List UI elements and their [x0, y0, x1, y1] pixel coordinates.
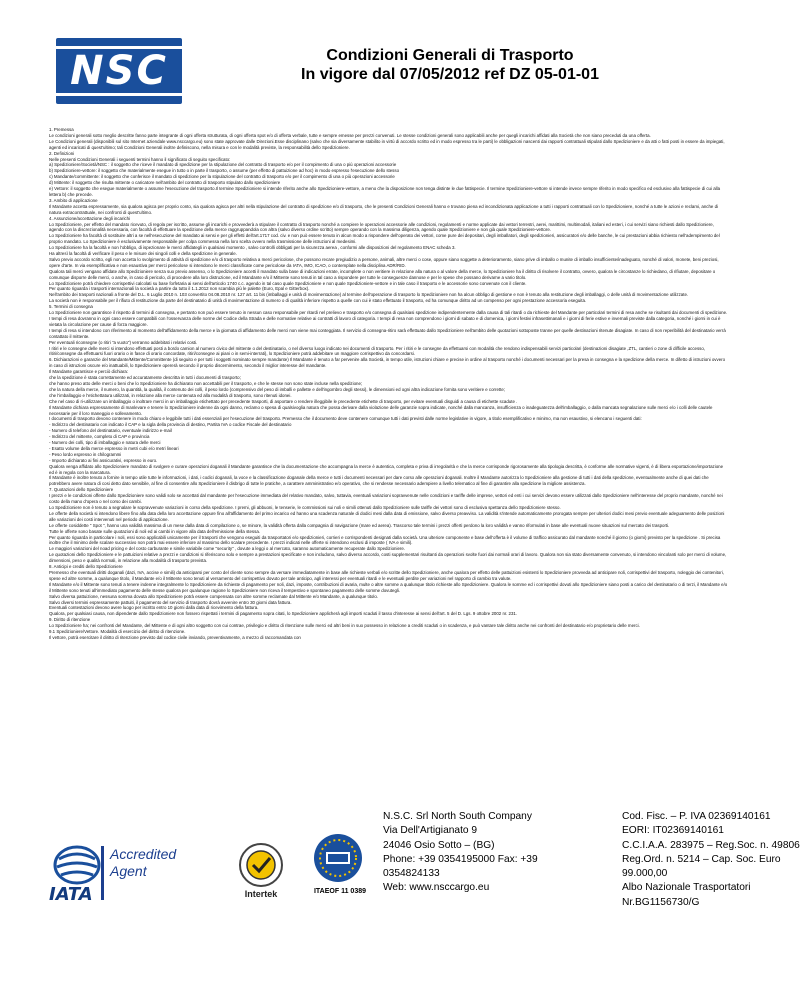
intertek-label: Intertek — [244, 889, 278, 899]
terms-paragraph: - Importo dichiarato ai fini assicurativi, espresso in euro. — [49, 457, 158, 463]
accredited-agent-label: Accredited Agent — [110, 846, 177, 879]
terms-paragraph: Che nel caso di ri-utilizzare un imballaggio o inoltrare merci in un imballaggio etichettato per precedente trasporti, di asportare o rendere illeggibile le precedente etichette di trasporto, per evitare eventuali disguidi a causa di etichette scadute . — [49, 398, 518, 404]
company-registration — [622, 810, 800, 910]
terms-paragraph: - Numero di telefono del destinatario, eventuale indirizzo e-mail — [49, 428, 172, 434]
terms-paragraph: 5. Termini di consegna — [49, 304, 93, 310]
terms-paragraph: 7. Quotazioni dello Spedizioniere — [49, 487, 114, 493]
terms-paragraph: Salvo diversi termini espressamente pattuiti, il pagamento del servizio di trasporto dovrà avvenire entro 30 giorni data fattura. — [49, 599, 292, 605]
document-title: Condizioni Generali di Trasporto — [326, 47, 574, 64]
terms-paragraph: e) Vettore: il soggetto che esegue materialmente o assume l'esecuzione del trasporto.Il termine Spedizioniere si intende riferito anche allo Spedizioniere-vettore, a meno che la disposizione non tenga distinte le due fattispecie. Il termine Spedizioniere-vettore si intende invece sempre riferito in modo specifico ed esclusivo alla fattispecie di cui alla lettera b) che precede. — [49, 186, 721, 197]
logo-text: NSC — [70, 48, 168, 94]
terms-paragraph: I prezzi e le condizioni offerte dallo Spedizioniere sono validi solo se accettati dal mandante per l'esecuzione immediata del relativo mandato, salvo, tuttavia, eventuali variazioni sopravvenute nelle condizioni e tariffe delle imprese, vettori ed enti i cui servizi devono essere utilizzati dallo Spedizioniere nell'interesse del proprio mandante, nonché nei costo della mano d'opera o nel corso dei cambi. — [49, 493, 723, 505]
terms-paragraph: - Esatto volume della merce espresso in metri cubi e/o metri lineari — [49, 445, 179, 451]
terms-paragraph: 6. Dichiarazioni e garanzie del Mandante/Mittente/Committente (di seguito e per tutti i soggetti nominato sempre mandante) Il Mandante è tenuto a far pervenire alla Società, in tempo utile, istruzioni chiare e precise in ordine al trasporto nonché i documenti necessari per la presa in consegna e la spedizione della merce. In difetto di istruzioni ovvero in caso di istruzioni oscure e/o inattuabili, lo Spedizioniere opererà secondo il proprio discernimento, secondo il miglior interesse del mandante. — [49, 357, 726, 369]
nsc-logo — [56, 38, 182, 104]
terms-paragraph: Lo Spedizioniere potrà chiedere corrispettivi calcolati su base forfetaria ai sensi dell'articolo 1740 c.c. agendo in tal caso quale Spedizioniere e non quale Spedizioniere-vettore e in tale caso il trasporto e le accessorie sono convenute con il cliente. — [49, 280, 527, 286]
terms-paragraph: Ha altresì la facoltà di verificare il peso e le misure dei singoli colli e della spedizione in generale. — [49, 251, 237, 257]
address-line: 0354824133 — [383, 868, 440, 880]
terms-paragraph: I tempi di resa dovranno in ogni caso essere compatibili con l'osservanza delle norme del Codice della Strada e delle normative relative ai contratti di lavoro di categoria. I tempi di resa non comprendono i giorni di sabato e di domenica, i giorni festivi infrasettimanali e i giorni di ferie estive e invernali previste dalla categoria, nonché i giorni in cui è vietata la circolazione per cause di forza maggiore. — [49, 316, 721, 327]
terms-paragraph: Le offerte della società si intendono libere fino alla data della loro accettazione oppure fino all'affidamento del primo incarico ed hanno una scadenza naturale di dodici mesi dalla data di emissione, salvo diverso preavviso. La validità s'intende automaticamente prorogata sempre per ulteriori dodici mesi previo eventuale adeguamento delle posizioni alle variazioni dei costi intervenuti nel periodo di applicazione. — [49, 510, 725, 522]
iata-label: IATA — [49, 884, 93, 905]
terms-paragraph: b) Spedizioniere-vettore: il soggetto che materialmente esegue in tutto o in parte il trasporto, o assume (per effetto di pattuizione ad hoc) in modo espresso l'esecuzione dello stesso — [49, 168, 400, 174]
terms-paragraph: Lo Spedizioniere non è tenuto a segnalare le sopravvenute variazioni in corso della spedizione. I premi, gli abbuoni, le tenserie, le commissioni sui noli e simili ottenuti dallo Spedizioniere sulle tariffe dei vettori sono di esclusiva spettanza dello Spedizioniere stesso. — [49, 505, 561, 510]
terms-paragraph: - Peso lordo espresso in chilogrammi — [49, 451, 122, 457]
terms-paragraph: Salvo previo accordo scritto, egli non accetta lo svolgimento di attività di spedizione e/o di trasporto relativa a merci pericolose, che possono recare pregiudizio a persone, animali, altre merci o cose, oppure siano soggette a deterioramento, siano prive di imballo o munite di imballo insufficiente/inadeguato, nonché di valori, monete, beni preziosi, opere d'arte. In via esemplificativa e non esaustiva per merci pericolose si intendono le merci classificate come pericolose da IATA, IMO, ICAO, o contemplate nella disciplina ADR/RID. — [49, 256, 719, 268]
terms-paragraph: I documenti di trasporto devono contenere in modo chiaro e leggibile tutti i dati essenziali per l'esecuzione del trasporto. Premesso che il documento deve contenere comunque tutti i dati previsti dalle norme legislative in vigore, a titolo esemplificativo e minimo, ma non esaustivo, si elencano i seguenti dati: — [49, 416, 642, 422]
terms-paragraph: Eventuali contestazioni devono avere luogo per iscritto entro 10 giorni dalla data di ricevimento della fattura. — [49, 605, 259, 611]
terms-paragraph: d) Mittente: il soggetto che risulta mittente o caricatore nell'ambito del contratto di trasporto stipulato dallo spedizioniere — [49, 180, 281, 186]
terms-paragraph: a) Spedizioniere/Società/NSC : il soggetto che riceve il mandato di spedizione per la stipulazione del contratto di trasporto e/o per il compimento di una o più operazioni accessorie — [49, 162, 397, 168]
divider — [101, 846, 104, 900]
document-header — [0, 0, 768, 125]
company-line: Cod. Fisc. – P. IVA 02369140161 — [622, 811, 771, 822]
terms-paragraph: Qualora, per qualsiasi causa, non dipendente dallo Spedizioniere non fossero rispettati i termini di pagamento sopra citati, lo Spedizioniere applicherà agli importi scaduti il tasso d'interesse ai sensi dell'art. 5 del D. Lgs. 9 ottobre 2002 nr. 231. — [49, 611, 518, 617]
terms-paragraph: Qualora venga affidato allo Spedizioniere mandato di svolgere e curare operazioni doganali il Mandante garantisce che la documentazione che accompagna la merce è autentica, completa e priva di irregolarità e che la merce corrisponde rigorosamente alla tipologia descritta, è conforme alle normative vigenti, è di libera esportazione/importazione ed è in regola con la marcatura. — [49, 463, 724, 475]
terms-paragraph: che hanno preso atto delle merci o beni che lo Spedizioniere ha dichiarato non accettabili per il trasporto, e che le stesse non sono state incluse nella spedizione; — [49, 380, 363, 386]
terms-paragraph: - Indirizzo del mittente, completo di CAP e provincia — [49, 434, 150, 440]
company-line: Nr.BG1156730/G — [622, 896, 700, 908]
company-line: EORI: IT02369140161 — [622, 825, 724, 837]
terms-paragraph: Lo Spedizioniere non garantisce il rispetto di termini di consegna, e pertanto non può essere tenuto in nessun caso responsabile per ritardi nel prelievo e trasporto e/o consegna di qualsiasi spedizione indipendentemente dalla causa di tali ritardi o da richieste del Mandante per particolari termini di resa anche se risultanti dai documenti di spedizione. — [49, 310, 728, 316]
terms-paragraph: che la spedizione è stata correttamente ed accuratamente descritta in tutti i documenti di trasporto; — [49, 375, 241, 381]
terms-paragraph: Le condizioni generali sotto meglio descritte fanno parte integrante di ogni offerta strutturata, di ogni offerta spot e/o di offerta verbale, tutte e sempre emesse per prezzi convenuti. Le stesse condizioni generali sono applicabili anche per quegli incarichi affidati alla Società che non siano preceduti da una offerta. — [49, 132, 651, 138]
terms-paragraph: - Numero dei colli, tipo di imballaggio e natura delle merci — [49, 440, 161, 446]
company-line: C.C.I.A.A. 283975 – Reg.Soc. n. 49806 — [622, 839, 800, 851]
terms-paragraph: I tempi di resa si intendono con riferimento al momento dell'affidamento della merce e la giornata di affidamento delle merci non viene mai conteggiata. Il servizio di consegna-ritiro sarà effettuato dallo Spedizioniere nell'ambito delle quotazioni sottoposte tranne per quelle destinazioni ritenute disagiate. In caso di non reperibilità del destinatario verrà contattato il mittente. — [49, 327, 726, 339]
terms-paragraph: Le Condizioni generali (disponibili sul sito Internet aziendale www.nsccargo.eu) sono state approvate dalle Direzioni.Esse disciplinano (salvo che sia diversamente stabilito in virtù di accordo scritto ed in modo espresso tra le parti) le obbligazioni nascenti dai rapporti contrattuali stipulati dallo Spedizioniere e da atti o fatti posti in essere da impiegati, agenti ed incaricati di quest'ultimo; tali Condizioni Generali inoltre definiscono, nella misura e con le modalità previste, la responsabilità dello Spedizioniere. — [49, 138, 725, 150]
terms-paragraph: Nell'ambito dei trasporti nazionali a fronte del D.L. 6 Luglio 2010 n. 103 convertito 04.08.2010 nr. 127 art. 11 bis (imballaggi e unità di movimentazione) al termine dell'operazione di trasporto lo Spedizioniere non ha alcun obbligo di gestione e non è tenuto alla restituzione degli imballaggi, o delle unità di movimentazione utilizzate. — [49, 292, 689, 298]
terms-paragraph: Lo Spedizioniere ha la facoltà e non l'obbligo, di ispezionare le merci affidategli in qualsiasi momento , salvo controlli obbligati per la sicurezza aerea , conformi alle disposizioni del regolamento ENAC scheda 3. — [49, 245, 456, 251]
terms-paragraph: Per eventuali riconsegne (o ritiri "a vuoto") verranno addebitati i relativi costi. — [49, 339, 198, 345]
terms-paragraph: che l'imballaggio e l'etichettatura utilizzati, in relazione alla merce contenuta ed alla modalità di trasporto, sono ritenuti idonei. — [49, 392, 292, 398]
terms-body — [49, 127, 729, 799]
terms-paragraph: Nelle presenti Condizioni Generali i seguenti termini hanno il significato di seguito specificato: — [49, 156, 231, 162]
terms-paragraph: Il Mandante è inoltre tenuto a fornire in tempo utile tutte le informazioni, i dati, i codici doganali, la voce e la classificazione doganale della merce e tutti i documenti necessari per dare corso alle operazioni doganali. Inoltre il Mandante autorizza lo Spedizioniere alla gestione di tutti i dati della spedizione, eventualmente anche di quei dati che potrebbero avere natura di cosi detto dato sensibile, al fine di consentire allo Spedizioniere il disbrigo di tutte le pratiche, a carattere amministrativo e/o operativo, che si rendesse necessario adempiere a livello telematico al fine di garantire alla spedizione la migliore assistenza. — [49, 475, 709, 487]
terms-paragraph: Salvo diversa pattuizione, nessuna somma dovuta allo Spedizioniere potrà essere compensata con altre somme reclamate dal Mittente e/o Mandante, a qualunque titolo. — [49, 593, 378, 599]
terms-paragraph: Per quanto riguarda in particolare i noli, essi sono applicabili unicamente per il trasporti che vengono eseguiti da trasportatori e/o spedizionieri, corrieri e corrispondenti designati dalla società. Una ulteriore componente e base dell'offerta è il volume di traffico assicurato dal mandante nonché il giorno (o giorni) previsto per la spedizione . Si precisa inoltre che il minimo delle scalare successivo non potrà mai essere inferiore al massimo dello scalare precedente. I prezzi indicati nelle offerte si intendono esclusi di imposte ( IVA e simili). — [49, 534, 721, 546]
terms-paragraph: Il Mandante garantisce e perciò dichiara: — [49, 369, 129, 375]
terms-paragraph: Il Mandante dichiara espressamente di manlevare e tenere lo Spedizioniere indenne da ogni danno, reclamo o spesa di qualsivoglia natura che possa derivare dalla violazione delle garanzie sopra indicate, nonché dalla mancanza, insufficienza o inadeguatezza dell'imballaggio, o dalla mancata segnalazione sulle merci e/o i colli delle cautele necessarie per il loro maneggio e sollevamento. — [49, 404, 713, 416]
terms-paragraph: Il Mandante accetta espressamente, sia qualora agisca per proprio conto, sia qualora agisca per altri nella stipulazione del contratto di spedizione e/o di trasporto, che le presenti Condizioni Generali hanno e trovano piena ed incondizionata applicazione a tutti i rapporti contrattuali con lo Spedizioniere, nonché a tutte le azioni e reclami, anche di natura extracontrattuale, nei confronti di quest'ultimo. — [49, 203, 719, 215]
company-line: Albo Nazionale Trasportatori — [622, 882, 751, 894]
terms-paragraph: 2. Definizioni — [49, 150, 75, 156]
iata-globe-icon — [53, 845, 101, 885]
company-address — [383, 810, 613, 896]
terms-paragraph: 9. Diritto di ritenzione — [49, 617, 91, 623]
document-subtitle: In vigore dal 07/05/2012 ref DZ 05-01-01 — [301, 66, 599, 83]
terms-paragraph: 1. Premessa — [49, 127, 74, 132]
terms-paragraph: che la natura della merce, il numero, la quantità, la qualità, il contenuto dei colli, il peso lordo (comprensivo del peso di imballi e pallette e dell'ingombro degli stessi), le dimensioni ed ogni altra indicazione fornita sono veritiere e corrette; — [49, 386, 506, 392]
address-line: Web: www.nsccargo.eu — [383, 882, 490, 894]
terms-paragraph: Lo Spedizioniere ha facoltà di sostituire altri a se nell'esecuzione del mandato ai sensi e per gli effetti dell'art.1717 cod. civ. e non può essere tenuto in alcun modo a rispondere dell'operato dei vettori, come pure dei depositari, degli imballatori, degli spedizionieri, assicuratori e/o delle banche, le cui prestazioni abbia richiesto nell'adempimento del proprio mandato. Lo Spedizioniere è esclusivamente responsabile per colpa commessa nella loro scelta ovvero nella trasmissione delle istruzioni al medesimi. — [49, 233, 720, 245]
terms-paragraph: Le maggiori variazioni del noad pricing e del costo carburante e simile variabile come "security" , dovute a leggi o al mercato, saranno automaticamente recuperate dallo Spedizioniere. — [49, 546, 406, 552]
terms-paragraph: Per quanto riguarda i trasporti internazionali la società a partire da tutto il 1.1.2012 non scambia più le palette (Euro, Epal e Gitterbox). — [49, 286, 310, 292]
terms-paragraph: Qualora tali merci vengano affidate allo Spedizioniere senza suo previo assenso, o lo Spedizioniere accetti il mandato sulla base di indicazioni errate, incomplete o non veritiere in relazione alla natura o al valore della merce, lo Spedizioniere ha il diritto di risolvere il contratto, ovvero, qualora le circostanze lo richiedano, di rifiutare, depositare o comunque disporre delle merci, o anche, in caso di pericolo, di procedere alla loro distruzione, ed il Mandante e/o il Mittente sono tenuti in tal caso a rispondere per tutte le conseguenze dannose e per le spese che possano derivarne a vario titolo. — [49, 268, 716, 280]
terms-paragraph: Le offerte cosiddette " Spot ", hanno una validità massima di un mese dalla data di compilazione o, se minore, la validità offerta dalla compagnia di navigazione (mare ed aerea). Trascorso tale termini i prezzi offerti perdono la loro validità e vanno riformulati in base alle eventuali nuove situazioni sul mercato dei trasporti. — [49, 522, 670, 528]
address-line: 24046 Osio Sotto – (BG) — [383, 839, 495, 851]
terms-paragraph: c) Mandante/committente: il soggetto che conferisce il mandato di spedizione per la stipulazione del contratto di trasporto e/o per il compimento di una o più operazioni accessorie — [49, 174, 395, 180]
terms-paragraph: Le quotazioni dello Spedizioniere e le pattuizioni relative a prezzi e condizioni si riferiscono solo e sempre a prestazioni specificate e non includono, salvo diverso accordo, costi supplementari risultanti da operazioni svolte fuori dai normali orari di lavoro. Qualora non sia stato diversamente convenuto, si intendono vincolanti solo per merci di volume, dimensioni, peso e qualità normali, in relazione alla modalità di trasporto prevista. — [49, 552, 727, 564]
aeo-certificate-number: ITAEOF 11 0389 — [313, 888, 366, 895]
address-line: Phone: +39 0354195000 Fax: +39 — [383, 853, 538, 865]
terms-paragraph: - Indirizzo del destinatario con indicato il CAP e la sigla della provincia di destino, Partita IVA o codice Fiscale del destinatario — [49, 422, 292, 428]
company-line: Reg.Ord. n. 5214 – Cap. Soc. Euro — [622, 853, 781, 865]
terms-paragraph: 8. Anticipi e crediti dello Spedizioniere — [49, 564, 123, 570]
terms-paragraph: La società non è responsabile per il rifiuto di restituzione da parte del destinatario di unità di movimentazione di numero o di qualità inferiore rispetto a quelle con cui è stato effettuato il trasporto, ed ha comunque diritto ad un compenso per ogni prestazione accessoria eseguita. — [49, 298, 587, 304]
terms-paragraph: Il vettore, potrà esercitare il diritto di ritenzione previsto dal codice civile inviando, preventivamente, a mezzo di raccomandata con — [49, 634, 301, 640]
terms-paragraph: Premesso che eventuali diritti doganali (dazi, IVA, accise e simili) da anticiparsi per conto del cliente sono sempre da versare immediatamente in base alle richieste verbali e/o scritte dello Spedizioniere, anche qualora per effetto delle pattuizioni esistenti lo Spedizioniere provveda ad anticipare noli, corrispettivi del trasporto, noleggio dei contenitori, spese ed altre somme, a qualunque titolo, il Mandante e/o il Mittente sono tenuti al versamento del corrispettivo dovuto per tale anticipo, agli interessi per eventuali ritardi e le eventuali perdite per variazioni nel rapporto di cambio tra valute. — [49, 569, 724, 581]
aeo-certification-icon — [312, 832, 364, 888]
terms-paragraph: Il Mandante e/o il Mittente sono tenuti a tenere indenne integralmente lo Spedizioniere da richieste di pagamento per noli, dazi, imposte, contribuzioni di avaria, multe o altre somme a qualunque titolo richieste allo Spedizioniere. Qualora le somme ed i corrispettivi dovuti allo Spedizioniere siano posti a carico del destinatario o di terzi, il Mandante e/o il Mittente sono tenuti all'immediato pagamento delle stesse qualora per qualunque ragione lo Spedizioniere non riceva il tempestivo e spontaneo pagamento delle somme dovutegli. — [49, 581, 728, 593]
company-line: 99.000,00 — [622, 868, 668, 880]
address-line: N.S.C. Srl North South Company — [383, 811, 532, 822]
address-line: Via Dell'Artigianato 9 — [383, 825, 478, 837]
intertek-certification-icon — [233, 842, 289, 888]
terms-paragraph: I ritiri e le consegne delle merci si intendono effettuati posti a bordo camion al numero civico del mittente o del destinatario, o nel diverso luogo indicato nei documenti di trasporto. Per i ritiri e le consegne da effettuarsi con modalità che rendono indispensabili servizi particolari (destinazioni disagiate ,ZTL, cantieri o zone di difficile accesso, ritiri/consegne da effettuarsi fuori orario o in fasce di orario concordate, ritiri/consegne ai piani o in semi-interrati), lo Spedizioniere potrà addebitare un maggiore corrispettivo da concordarsi. — [49, 345, 706, 357]
terms-paragraph: 4. Assunzione/accettazione degli incarichi — [49, 215, 131, 221]
terms-paragraph: 3. Ambito di applicazione — [49, 197, 98, 203]
terms-paragraph: Tutte le offerte sono basate sulle quotazioni di noli ed ai cambi in vigore alla data dell'emissione della stessa. — [49, 528, 260, 534]
terms-paragraph: 9.1 Spedizioniere/Vettore. Modalità di esercizio del diritto di ritenzione. — [49, 629, 186, 635]
terms-paragraph: Lo Spedizioniere, per effetto del mandato ricevuto, di regola per iscritto, assume gli incarichi e provvederà a stipulare il contratto di trasporto nonché a compiere le operazioni accessorie alle condizioni, regolamenti e norme applicate dai vettori terrestri, aerei, marittimi, multimodali, italiani ed esteri, i cui servizi siano richiesti dallo Spedizioniere, agendo con la discrezionalità necessaria, con facoltà di effettuare la spedizione della merce raggruppandola con altra (salvo diverso ordine scritto) sempre operando con la massima diligenza, agendo quale Spedizioniere e non già quale Spedizioniere-vettore. — [49, 221, 714, 233]
terms-paragraph: Lo Spedizioniere ha; nei confronti del Mandante, del Mittente e di ogni altro soggetto con cui contrae, privilegio e diritto di ritenzione sulle merci ed altri beni in suo possesso in relazione a crediti scaduti o in scadenza, e può vantare tale diritto anche nei confronti del destinatario e/o proprietario delle merci. — [49, 623, 640, 629]
